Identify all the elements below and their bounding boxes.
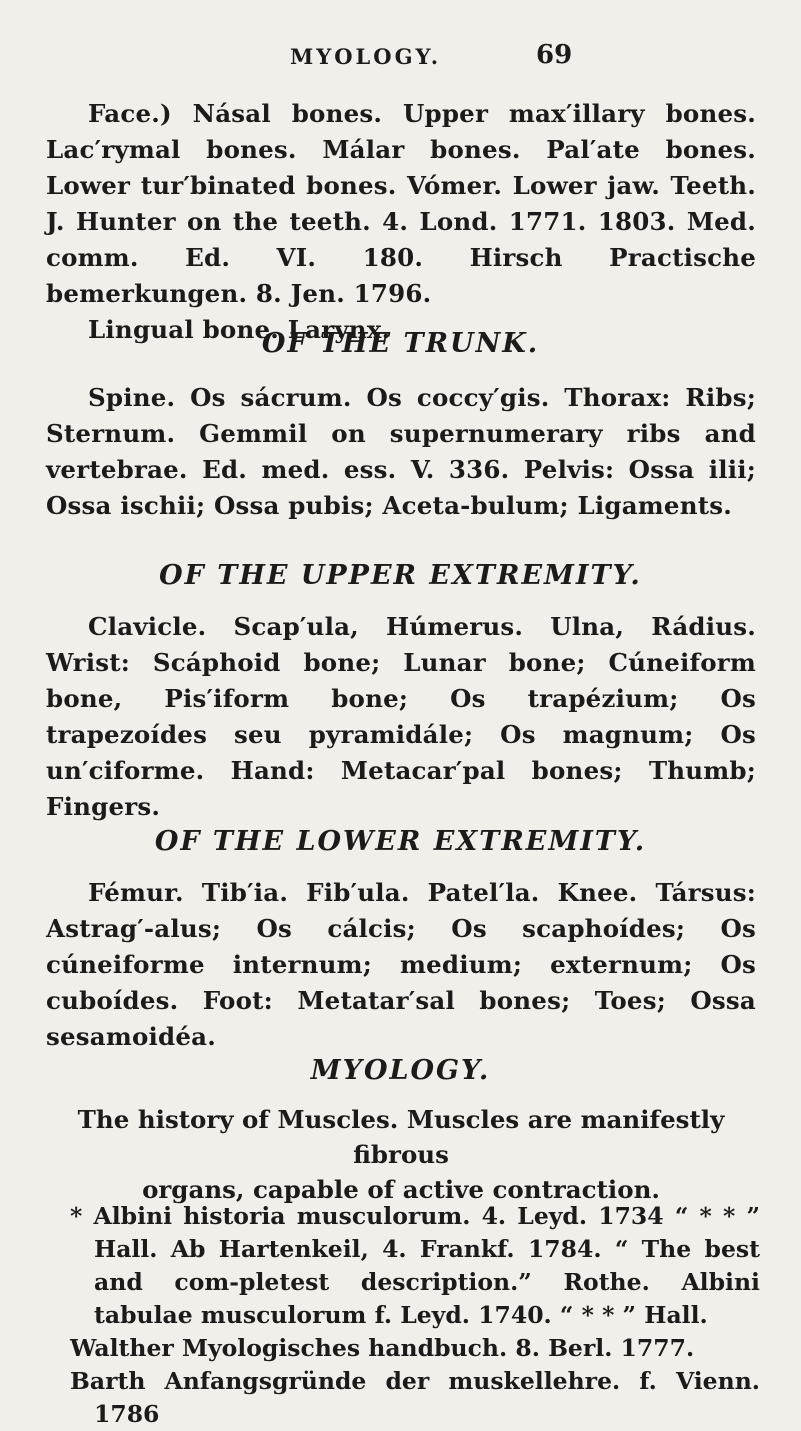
myology-heading: MYOLOGY.: [310, 1055, 491, 1086]
page-header: [0, 40, 801, 80]
upper-extremity-section: [46, 609, 756, 825]
myology-intro: [46, 1102, 756, 1207]
myology-intro-line-2: organs, capable of active contraction.: [142, 1175, 660, 1204]
lower-extremity-section: [46, 875, 756, 1055]
trunk-section: [46, 380, 756, 524]
trunk-heading: OF THE TRUNK.: [261, 328, 540, 359]
face-bones-section: [46, 96, 756, 348]
reference-item: Barth Anfangsgründe der muskellehre. f. Vienn. 1786: [70, 1367, 760, 1428]
running-head: MYOLOGY.: [290, 44, 442, 69]
trunk-text: Spine. Os sácrum. Os coccy′gis. Thorax: Ribs; Sternum. Gemmil on supernumerary ribs and vertebrae. Ed. med. ess. V. 336. Pelvis: Ossa ilii; Ossa ischii; Ossa pubis; Aceta-bulum; Ligaments.: [46, 383, 756, 520]
face-bones-text: Face.) Násal bones. Upper max′illary bones. Lac′rymal bones. Málar bones. Pal′ate bones. Lower tur′binated bones. Vómer. Lower jaw. Teeth. J. Hunter on the teeth. 4. Lond. 1771. 1803. Med. comm. Ed. VI. 180. Hirsch Practische bemerkungen. 8. Jen. 1796.: [46, 99, 756, 308]
reference-item: * Albini historia musculorum. 4. Leyd. 1734 “ * * ” Hall. Ab Hartenkeil, 4. Frankf. 1784. “ The best and com-pletest description.” Rothe. Albini tabulae musculorum f. Leyd. 1740. “ * * ” Hall.: [70, 1202, 760, 1329]
reference-item: Walther Myologisches handbuch. 8. Berl. 1777.: [70, 1334, 695, 1362]
lower-extremity-text: Fémur. Tib′ia. Fib′ula. Patel′la. Knee. Társus: Astrag′-alus; Os cálcis; Os scaphoídes; Os cúneiforme internum; medium; externum; Os cuboídes. Foot: Metatar′sal bones; Toes; Ossa sesamoidéa.: [46, 878, 756, 1051]
references-list: [70, 1200, 760, 1431]
page-number: 69: [536, 40, 573, 70]
upper-extremity-heading: OF THE UPPER EXTREMITY.: [159, 560, 642, 591]
lingual-larynx-text: Lingual bone. Larynx.: [88, 315, 391, 344]
myology-intro-line-1: The history of Muscles. Muscles are manifestly fibrous: [77, 1105, 725, 1169]
upper-extremity-text: Clavicle. Scap′ula, Húmerus. Ulna, Rádius. Wrist: Scáphoid bone; Lunar bone; Cúneiform bone, Pis′iform bone; Os trapézium; Os trapezoídes seu pyramidále; Os magnum; Os un′ciforme. Hand: Metacar′pal bones; Thumb; Fingers.: [46, 612, 756, 821]
lower-extremity-heading: OF THE LOWER EXTREMITY.: [154, 826, 647, 857]
